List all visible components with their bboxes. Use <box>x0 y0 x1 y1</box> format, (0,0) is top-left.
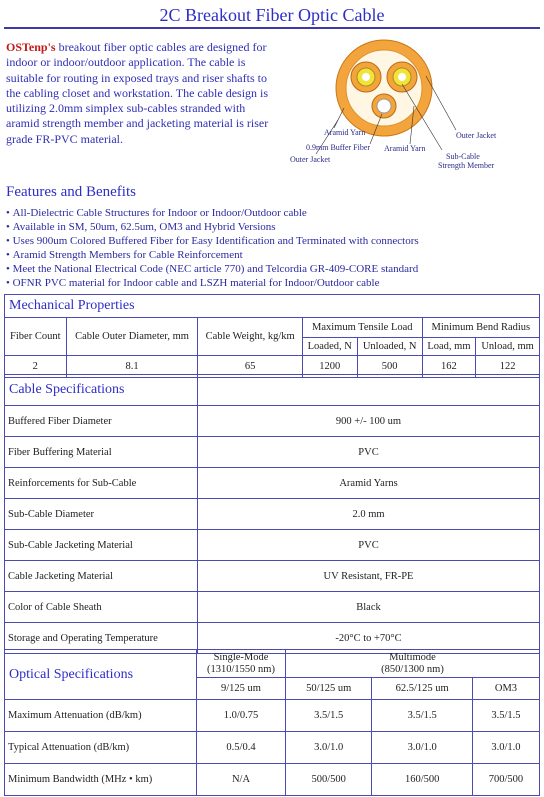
optical-value: 1.0/0.75 <box>197 700 286 732</box>
feature-item: • Uses 900um Colored Buffered Fiber for Easy Identification and Terminated with connectors <box>6 234 419 248</box>
header-load-mm: Load, mm <box>422 338 475 356</box>
cell-unloaded-n: 500 <box>357 356 422 378</box>
feature-item: • Available in SM, 50um, 62.5um, OM3 and Hybrid Versions <box>6 220 419 234</box>
brand-name: OSTenp's <box>6 40 56 54</box>
page-title: 2C Breakout Fiber Optic Cable <box>159 5 385 25</box>
spec-label: Buffered Fiber Diameter <box>5 406 198 437</box>
feature-item: • Aramid Strength Members for Cable Reinforcement <box>6 248 419 262</box>
cable-specifications-table <box>4 374 540 654</box>
cell-outer-diameter: 8.1 <box>66 356 198 378</box>
table-row <box>5 700 540 732</box>
spec-label: Reinforcements for Sub-Cable <box>5 468 198 499</box>
feature-item: • OFNR PVC material for Indoor cable and LSZH material for Indoor/Outdoor cable <box>6 276 419 290</box>
table-row <box>5 499 540 530</box>
table-row <box>5 592 540 623</box>
label-sub-cable: Sub-Cable <box>446 152 480 161</box>
cell-load-mm: 162 <box>422 356 475 378</box>
label-strength-member: Strength Member <box>438 161 495 170</box>
header-unloaded-n: Unloaded, N <box>357 338 422 356</box>
optical-label: Maximum Attenuation (dB/km) <box>5 700 197 732</box>
optical-value: 160/500 <box>372 764 473 796</box>
col-9-125: 9/125 um <box>197 678 286 700</box>
spec-value: PVC <box>198 530 540 561</box>
col-50-125: 50/125 um <box>286 678 372 700</box>
features-list <box>6 206 419 291</box>
table-row <box>5 561 540 592</box>
header-single-mode <box>197 650 286 678</box>
spec-label: Sub-Cable Jacketing Material <box>5 530 198 561</box>
header-loaded-n: Loaded, N <box>302 338 357 356</box>
table-row <box>5 468 540 499</box>
header-multimode <box>286 650 540 678</box>
spec-value: Black <box>198 592 540 623</box>
header-unload-mm: Unload, mm <box>476 338 540 356</box>
spec-value: PVC <box>198 437 540 468</box>
header-cable-weight: Cable Weight, kg/km <box>198 318 302 356</box>
spec-label: Fiber Buffering Material <box>5 437 198 468</box>
label-outer-jacket-2: Outer Jacket <box>456 131 497 140</box>
optical-value: 500/500 <box>286 764 372 796</box>
intro-paragraph <box>6 40 278 147</box>
multimode-wavelength: (850/1300 nm) <box>381 663 444 675</box>
intro-text: breakout fiber optic cables are designed for indoor or indoor/outdoor application. The cable is suitable for routing in exposed trays and riser shafts to the cabling closet and workstation. The cable design is utilizing 2.0mm simplex sub-cables stranded with aramid strength member and jacketing material is riser grade FR-PVC material. <box>6 40 269 146</box>
optical-value: 3.5/1.5 <box>286 700 372 732</box>
header-tensile-load: Maximum Tensile Load <box>302 318 422 338</box>
optical-value: 3.0/1.0 <box>472 732 539 764</box>
optical-value: 0.5/0.4 <box>197 732 286 764</box>
spec-value: UV Resistant, FR-PE <box>198 561 540 592</box>
table-row <box>5 732 540 764</box>
optical-value: 700/500 <box>472 764 539 796</box>
single-mode-wavelength: (1310/1550 nm) <box>207 663 275 675</box>
cell-unload-mm: 122 <box>476 356 540 378</box>
title-bar <box>4 3 540 29</box>
spec-label: Cable Jacketing Material <box>5 561 198 592</box>
spec-label: Sub-Cable Diameter <box>5 499 198 530</box>
spec-value: 2.0 mm <box>198 499 540 530</box>
cable-cross-section-diagram <box>286 36 516 176</box>
optical-label: Typical Attenuation (dB/km) <box>5 732 197 764</box>
table-row <box>5 764 540 796</box>
optical-value: 3.5/1.5 <box>472 700 539 732</box>
mechanical-properties-table <box>4 294 540 378</box>
label-buffer-fiber: 0.9mm Buffer Fiber <box>306 143 371 152</box>
optical-specifications-table <box>4 649 540 796</box>
optical-value: N/A <box>197 764 286 796</box>
optical-value: 3.0/1.0 <box>286 732 372 764</box>
col-om3: OM3 <box>472 678 539 700</box>
label-outer-jacket-1: Outer Jacket <box>290 155 331 164</box>
optical-heading: Optical Specifications <box>5 650 197 700</box>
header-fiber-count: Fiber Count <box>5 318 67 356</box>
feature-item: • All-Dielectric Cable Structures for Indoor or Indoor/Outdoor cable <box>6 206 419 220</box>
table-row <box>5 530 540 561</box>
multimode-label: Multimode <box>389 651 436 663</box>
cell-fiber-count: 2 <box>5 356 67 378</box>
cable-specs-heading: Cable Specifications <box>5 375 198 406</box>
header-bend-radius: Minimum Bend Radius <box>422 318 539 338</box>
cell-loaded-n: 1200 <box>302 356 357 378</box>
optical-value: 3.5/1.5 <box>372 700 473 732</box>
mechanical-heading: Mechanical Properties <box>5 295 540 318</box>
spec-label: Color of Cable Sheath <box>5 592 198 623</box>
label-aramid-yarn-1: Aramid Yarn <box>324 128 366 137</box>
spec-value: -20°C to +70°C <box>198 623 540 654</box>
label-aramid-yarn-2: Aramid Yarn <box>384 144 426 153</box>
single-mode-label: Single-Mode <box>213 651 269 663</box>
spec-value: 900 +/- 100 um <box>198 406 540 437</box>
spec-label: Storage and Operating Temperature <box>5 623 198 654</box>
spec-value: Aramid Yarns <box>198 468 540 499</box>
table-row <box>5 406 540 437</box>
header-outer-diameter: Cable Outer Diameter, mm <box>66 318 198 356</box>
feature-item: • Meet the National Electrical Code (NEC article 770) and Telcordia GR-409-CORE standard <box>6 262 419 276</box>
optical-value: 3.0/1.0 <box>372 732 473 764</box>
col-62-5-125: 62.5/125 um <box>372 678 473 700</box>
cell-cable-weight: 65 <box>198 356 302 378</box>
features-heading: Features and Benefits <box>6 184 136 200</box>
optical-label: Minimum Bandwidth (MHz • km) <box>5 764 197 796</box>
table-row <box>5 437 540 468</box>
